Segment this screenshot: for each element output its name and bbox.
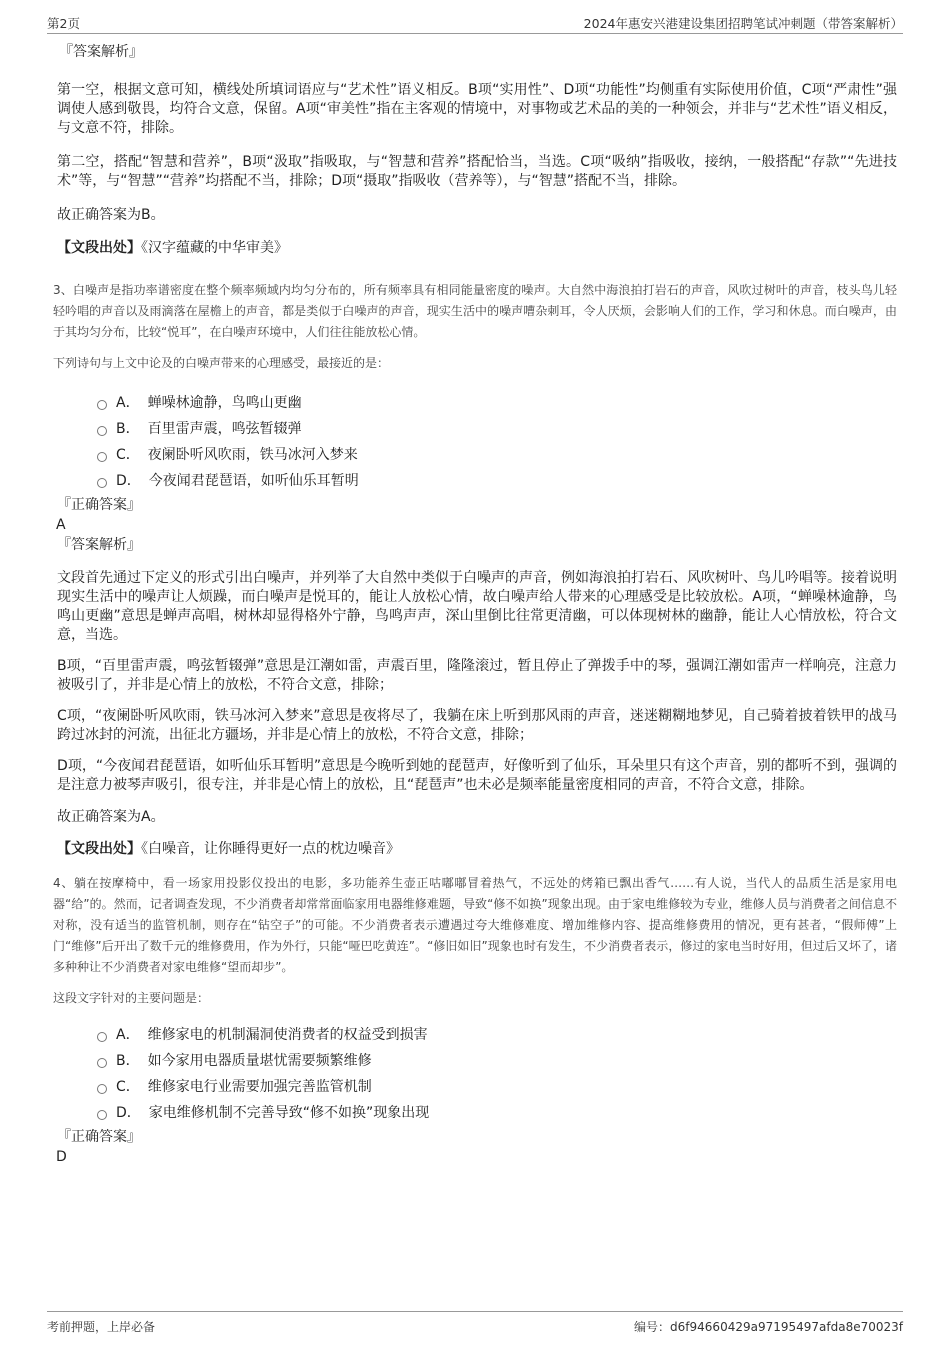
answer-label: 『正确答案』 — [57, 497, 141, 513]
source-label: 【文段出处】 — [57, 841, 141, 857]
option-list — [97, 389, 897, 493]
question-prompt: 这段文字针对的主要问题是： — [53, 991, 210, 1005]
analysis-label: 『答案解析』 — [57, 537, 141, 553]
analysis-paragraph: 第一空，根据文意可知，横线处所填词语应与“艺术性”语义相反。B项“实用性”、D项“功能性”均侧重有实际使用价值，C项“严肃性”强调使人感到敬畏，均符合文意，保留。A项“审美性”指在主客观的情境中，对事物或艺术品的美的一种领会，并非与“艺术性”语义相反，与文意不符，排除。 — [57, 82, 897, 136]
footer-slogan: 考前押题，上岸必备 — [47, 1320, 156, 1334]
conclusion: 故正确答案为A。 — [57, 809, 165, 825]
option-b[interactable]: B． 百里雷声震，鸣弦暂辍弹 — [97, 415, 897, 441]
document-body — [53, 42, 897, 1167]
analysis-paragraph: D项，“今夜闻君琵琶语，如听仙乐耳暂明”意思是今晚听到她的琵琶声，好像听到了仙乐，耳朵里只有这个声音，别的都听不到，强调的是注意力被琴声吸引，很专注，并非是心情上的放松，且“琵琶声”也未必是频率能量密度相同的声音，不符合文意，排除。 — [57, 758, 897, 793]
option-list — [97, 1021, 897, 1125]
conclusion: 故正确答案为B。 — [57, 207, 165, 223]
source-line — [57, 840, 897, 859]
page-footer — [47, 1311, 903, 1335]
question-stem: 4、躺在按摩椅中，看一场家用投影仪投出的电影，多功能养生壶正咕嘟嘟冒着热气，不远处的烤箱已飘出香气……有人说，当代人的品质生活是家用电器“给”的。然而，记者调查发现，不少消费者却常常面临家用电器维修难题，导致“修不如换”现象出现。由于家电维修较为专业，维修人员与消费者之间信息不对称，没有适当的监管机制，则存在“钻空子”的可能。不少消费者表示遭遇过夸大维修难度、增加维修内容、提高维修费用的情况，更有甚者，“假师傅”上门“维修”后开出了数千元的维修费用，作为外行，只能“哑巴吃黄连”。“修旧如旧”现象也时有发生，不少消费者表示，修过的家电当时好用，但过后又坏了，诸多种种让不少消费者对家电维修“望而却步”。 — [53, 876, 897, 974]
document-code: 编号：d6f94660429a97195497afda8e70023f — [634, 1320, 903, 1334]
source-label: 【文段出处】 — [57, 240, 141, 256]
page-header — [47, 12, 903, 34]
document-title: 2024年惠安兴港建设集团招聘笔试冲刺题（带答案解析） — [583, 16, 903, 31]
question-stem: 3、白噪声是指功率谱密度在整个频率频域内均匀分布的，所有频率具有相同能量密度的噪声。大自然中海浪拍打岩石的声音，风吹过树叶的声音，枝头鸟儿轻轻吟唱的声音以及雨滴落在屋檐上的声音，都是类似于白噪声的声音，现实生活中的噪声嘈杂刺耳，令人厌烦，会影响人们的工作，学习和休息。而白噪声，由于其均匀分布，比较“悦耳”，在白噪声环境中，人们往往能放松心情。 — [53, 283, 897, 339]
option-d[interactable]: D． 今夜闻君琵琶语，如听仙乐耳暂明 — [97, 467, 897, 493]
radio-icon[interactable] — [97, 452, 107, 462]
analysis-paragraph: B项，“百里雷声震，鸣弦暂辍弹”意思是江潮如雷，声震百里，隆隆滚过，暂且停止了弹拨手中的琴，强调江潮如雷声一样响亮，注意力被吸引了，并非是心情上的放松，不符合文意，排除； — [57, 658, 897, 693]
page-number: 第2页 — [47, 16, 80, 31]
question-prompt: 下列诗句与上文中论及的白噪声带来的心理感受，最接近的是： — [53, 356, 390, 370]
radio-icon[interactable] — [97, 400, 107, 410]
analysis-paragraph: 第二空，搭配“智慧和营养”，B项“汲取”指吸取，与“智慧和营养”搭配恰当，当选。C项“吸纳”指吸收，接纳，一般搭配“存款”“先进技术”等，与“智慧”“营养”均搭配不当，排除；D项“摄取”指吸收（营养等），与“智慧”搭配不当，排除。 — [57, 154, 897, 189]
option-a[interactable]: A． 蝉噪林逾静，鸟鸣山更幽 — [97, 389, 897, 415]
option-c[interactable]: C． 夜阑卧听风吹雨，铁马冰河入梦来 — [97, 441, 897, 467]
radio-icon[interactable] — [97, 1032, 107, 1042]
option-a[interactable]: A． 维修家电的机制漏洞使消费者的权益受到损害 — [97, 1021, 897, 1047]
radio-icon[interactable] — [97, 478, 107, 488]
radio-icon[interactable] — [97, 1084, 107, 1094]
answer-label: 『正确答案』 — [57, 1129, 141, 1145]
analysis-label: 『答案解析』 — [59, 44, 143, 60]
source-text: 《汉字蕴藏的中华审美》 — [141, 240, 288, 256]
correct-answer: D — [56, 1149, 67, 1165]
option-d[interactable]: D． 家电维修机制不完善导致“修不如换”现象出现 — [97, 1099, 897, 1125]
source-line — [57, 239, 897, 258]
correct-answer: A — [56, 517, 66, 533]
analysis-paragraph: C项，“夜阑卧听风吹雨，铁马冰河入梦来”意思是夜将尽了，我躺在床上听到那风雨的声音，迷迷糊糊地梦见，自己骑着披着铁甲的战马跨过冰封的河流，出征北方疆场，并非是心情上的放松，不符合文意，排除； — [57, 708, 897, 743]
radio-icon[interactable] — [97, 1110, 107, 1120]
source-text: 《白噪音，让你睡得更好一点的枕边噪音》 — [141, 841, 400, 857]
radio-icon[interactable] — [97, 1058, 107, 1068]
option-b[interactable]: B． 如今家用电器质量堪忧需要频繁维修 — [97, 1047, 897, 1073]
radio-icon[interactable] — [97, 426, 107, 436]
analysis-paragraph: 文段首先通过下定义的形式引出白噪声，并列举了大自然中类似于白噪声的声音，例如海浪拍打岩石、风吹树叶、鸟儿吟唱等。接着说明现实生活中的噪声让人烦躁，而白噪声是悦耳的，能让人放松心情，故白噪声给人带来的心理感受是比较放松。A项，“蝉噪林逾静，鸟鸣山更幽”意思是蝉声高唱，树林却显得格外宁静，鸟鸣声声，深山里倒比往常更清幽，可以体现树林的幽静，能让人心情放松，符合文意，当选。 — [57, 570, 897, 643]
option-c[interactable]: C． 维修家电行业需要加强完善监管机制 — [97, 1073, 897, 1099]
